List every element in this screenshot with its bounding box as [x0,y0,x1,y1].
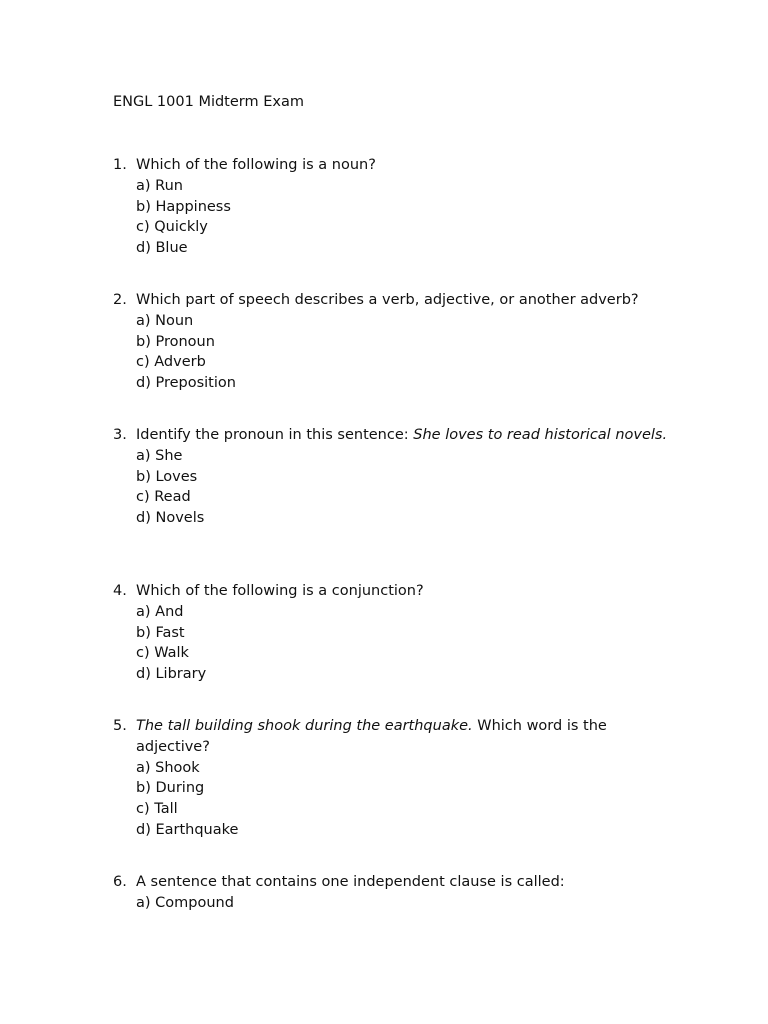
question-number: 3. [113,427,127,443]
answer-option: c) Walk [136,645,189,662]
question-text [136,155,673,176]
question-4 [113,581,673,685]
answer-option: d) Blue [136,240,188,257]
answer-option: d) Novels [136,510,205,527]
question-number: 6. [113,874,127,890]
answer-option: a) Shook [136,759,200,776]
answer-option: c) Tall [136,801,178,818]
question-plain-text: Which part of speech describes a verb, adjective, or another adverb? [136,292,639,308]
answer-option: d) Earthquake [136,821,239,838]
answer-option: c) Adverb [136,354,206,371]
question-text [136,425,673,446]
answer-option: a) Run [136,177,183,194]
answer-option: a) Compound [136,894,234,911]
answer-option: b) During [136,780,205,797]
question-5 [113,716,673,841]
answer-option: c) Quickly [136,219,208,236]
question-italic-prefix: The tall building shook during the earthquake. [136,718,473,734]
question-plain-text: Identify the pronoun in this sentence: [136,427,414,443]
question-plain-text: Which of the following is a conjunction? [136,583,424,599]
question-1 [113,155,673,259]
question-italic-suffix: She loves to read historical novels. [413,427,668,443]
answer-option: b) Pronoun [136,333,215,350]
question-plain-text: A sentence that contains one independent clause is called: [136,874,565,890]
question-text [136,716,673,758]
question-text [136,872,673,893]
answer-option: d) Library [136,666,207,683]
question-number: 5. [113,718,127,734]
answer-option: a) Noun [136,312,194,329]
answer-option: b) Happiness [136,198,231,215]
answer-option: b) Fast [136,624,185,641]
question-plain-text: Which of the following is a noun? [136,157,376,173]
question-number: 2. [113,292,127,308]
answer-option: d) Preposition [136,375,236,392]
exam-title: ENGL 1001 Midterm Exam [113,94,304,110]
answer-option: a) And [136,603,184,620]
question-3 [113,425,673,529]
answer-option: c) Read [136,489,191,506]
answer-option: b) Loves [136,468,198,485]
question-text [136,581,673,602]
question-number: 4. [113,583,127,599]
question-2 [113,290,673,394]
question-text [136,290,673,311]
question-plain-text: Which word is the adjective? [136,718,607,755]
question-6 [113,872,673,914]
question-number: 1. [113,157,127,173]
answer-option: a) She [136,447,183,464]
